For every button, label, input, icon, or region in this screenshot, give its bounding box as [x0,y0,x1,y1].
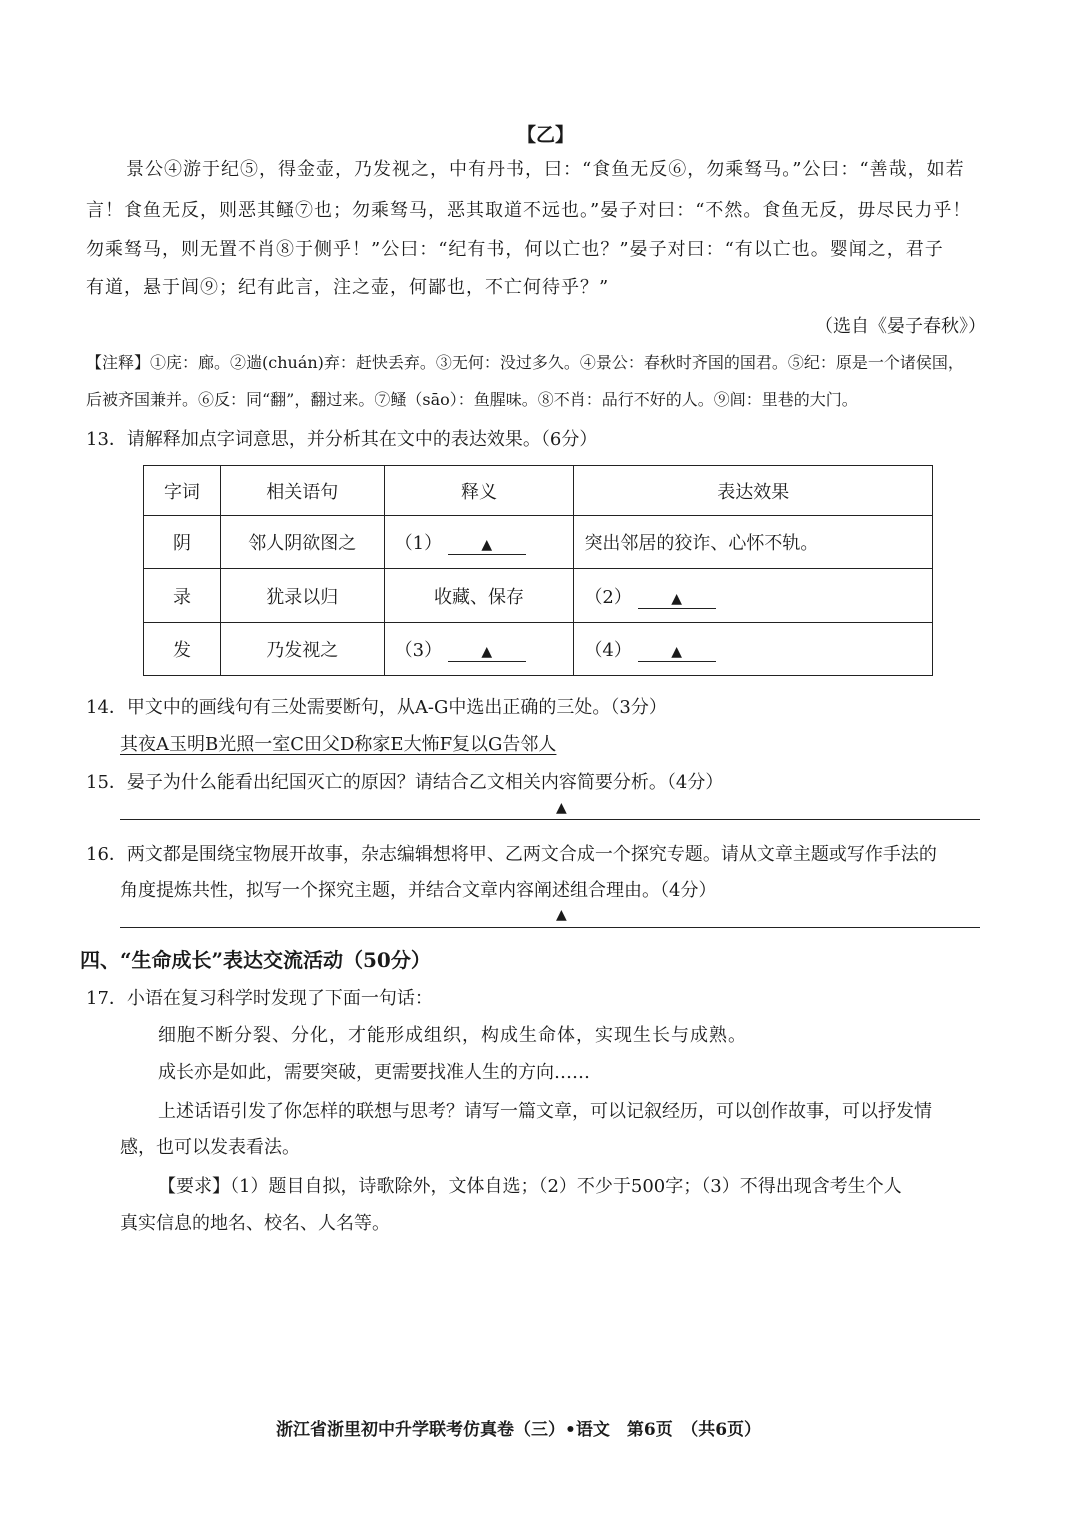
yi-text-line-2: 言！食鱼无反，则恶其鳋⑦也；勿乘驽马，恶其取道不远也。”晏子对曰：“不然。食鱼无反，毋尽民力乎！ [86,200,972,221]
header-cell: 相关语句 [220,466,384,516]
meaning-cell [384,516,574,569]
q16-stem-line-1: 16．两文都是围绕宝物展开故事，杂志编辑想将甲、乙两文合成一个探究专题。请从文章主题或写作手法的 [86,844,937,865]
q17-requirements-line-2: 真实信息的地名、校名、人名等。 [120,1213,390,1234]
answer-triangle-icon: ▲ [556,800,567,816]
table-row [144,569,933,622]
yi-text-line-4: 有道，悬于闾⑨；纪有此言，注之壶，何鄙也，不亡何待乎？” [86,277,610,298]
notes-line-2: 后被齐国兼并。⑥反：同“翻”，翻过来。⑦鳋（sāo）：鱼腥味。⑧不肖：品行不好的人。⑨闾：里巷的大门。 [86,390,858,409]
answer-line[interactable] [120,819,980,820]
q17-requirements-line-1: 【要求】（1）题目自拟，诗歌除外，文体自选；（2）不少于500字；（3）不得出现含考生个人 [158,1176,902,1197]
q13-stem: 13．请解释加点字词意思，并分析其在文中的表达效果。（6分） [86,429,598,450]
blank-number: （1） [394,533,443,555]
answer-triangle-icon: ▲ [556,907,567,923]
sentence-cell: 犹录以归 [220,569,384,622]
table-row [144,516,933,569]
page-footer: 浙江省浙里初中升学联考仿真卷（三）•语文 第6页 （共6页） [276,1420,762,1440]
yi-text-line-3: 勿乘驽马，则无置不肖⑧于侧乎！”公曰：“纪有书，何以亡也？”晏子对曰：“有以亡也。婴闻之，君子 [86,239,944,260]
q15-stem: 15．晏子为什么能看出纪国灭亡的原因？请结合乙文相关内容简要分析。（4分） [86,772,724,793]
section-title: 【乙】 [517,124,575,146]
table-row [144,622,933,675]
q13-table [143,465,933,676]
blank-number: （4） [584,639,632,661]
meaning-cell [384,622,574,675]
answer-blank[interactable]: ▲ [448,643,526,662]
q14-stem: 14．甲文中的画线句有三处需要断句，从A-G中选出正确的三处。（3分） [86,697,667,718]
header-cell: 释义 [384,466,574,516]
sentence-cell: 乃发视之 [220,622,384,675]
answer-line[interactable] [120,927,980,928]
q17-quote: 细胞不断分裂、分化，才能形成组织，构成生命体，实现生长与成熟。 [158,1025,747,1046]
answer-blank[interactable]: ▲ [638,590,716,609]
effect-cell [574,569,933,622]
q14-sentence: 其夜A玉明B光照一室C田父D称家E大怖F复以G告邻人 [120,734,557,755]
q17-line-3: 上述话语引发了你怎样的联想与思考？请写一篇文章，可以记叙经历，可以创作故事，可以抒发情 [158,1101,932,1122]
sentence-cell: 邻人阴欲图之 [220,516,384,569]
q17-stem: 17．小语在复习科学时发现了下面一句话： [86,988,433,1009]
q16-stem-line-2: 角度提炼共性，拟写一个探究主题，并结合文章内容阐述组合理由。（4分） [120,880,717,901]
effect-cell [574,622,933,675]
answer-blank[interactable]: ▲ [638,643,716,662]
header-cell: 表达效果 [574,466,933,516]
part4-title: 四、“生命成长”表达交流活动（50分） [80,948,431,972]
table-header-row [144,466,933,516]
header-cell: 字词 [144,466,221,516]
q17-line-2: 成长亦是如此，需要突破，更需要找准人生的方向…… [158,1062,590,1083]
q17-line-4: 感，也可以发表看法。 [120,1137,300,1158]
yi-text-line-1: 景公④游于纪⑤，得金壶，乃发视之，中有丹书，曰：“食鱼无反⑥，勿乘驽马。”公曰：“善哉，如若 [126,159,965,180]
effect-cell: 突出邻居的狡诈、心怀不轨。 [574,516,933,569]
blank-number: （3） [394,639,443,661]
meaning-cell: 收藏、保存 [384,569,574,622]
word-cell: 阴 [144,516,221,569]
word-cell: 录 [144,569,221,622]
word-cell: 发 [144,622,221,675]
blank-number: （2） [584,586,632,608]
answer-blank[interactable]: ▲ [448,536,526,555]
source-citation: （选自《晏子春秋》） [815,316,986,337]
notes-line-1: 【注释】①庑：廊。②遄(chuán)弃：赶快丢弃。③无何：没过多久。④景公：春秋时齐国的国君。⑤纪：原是一个诸侯国， [86,353,964,372]
